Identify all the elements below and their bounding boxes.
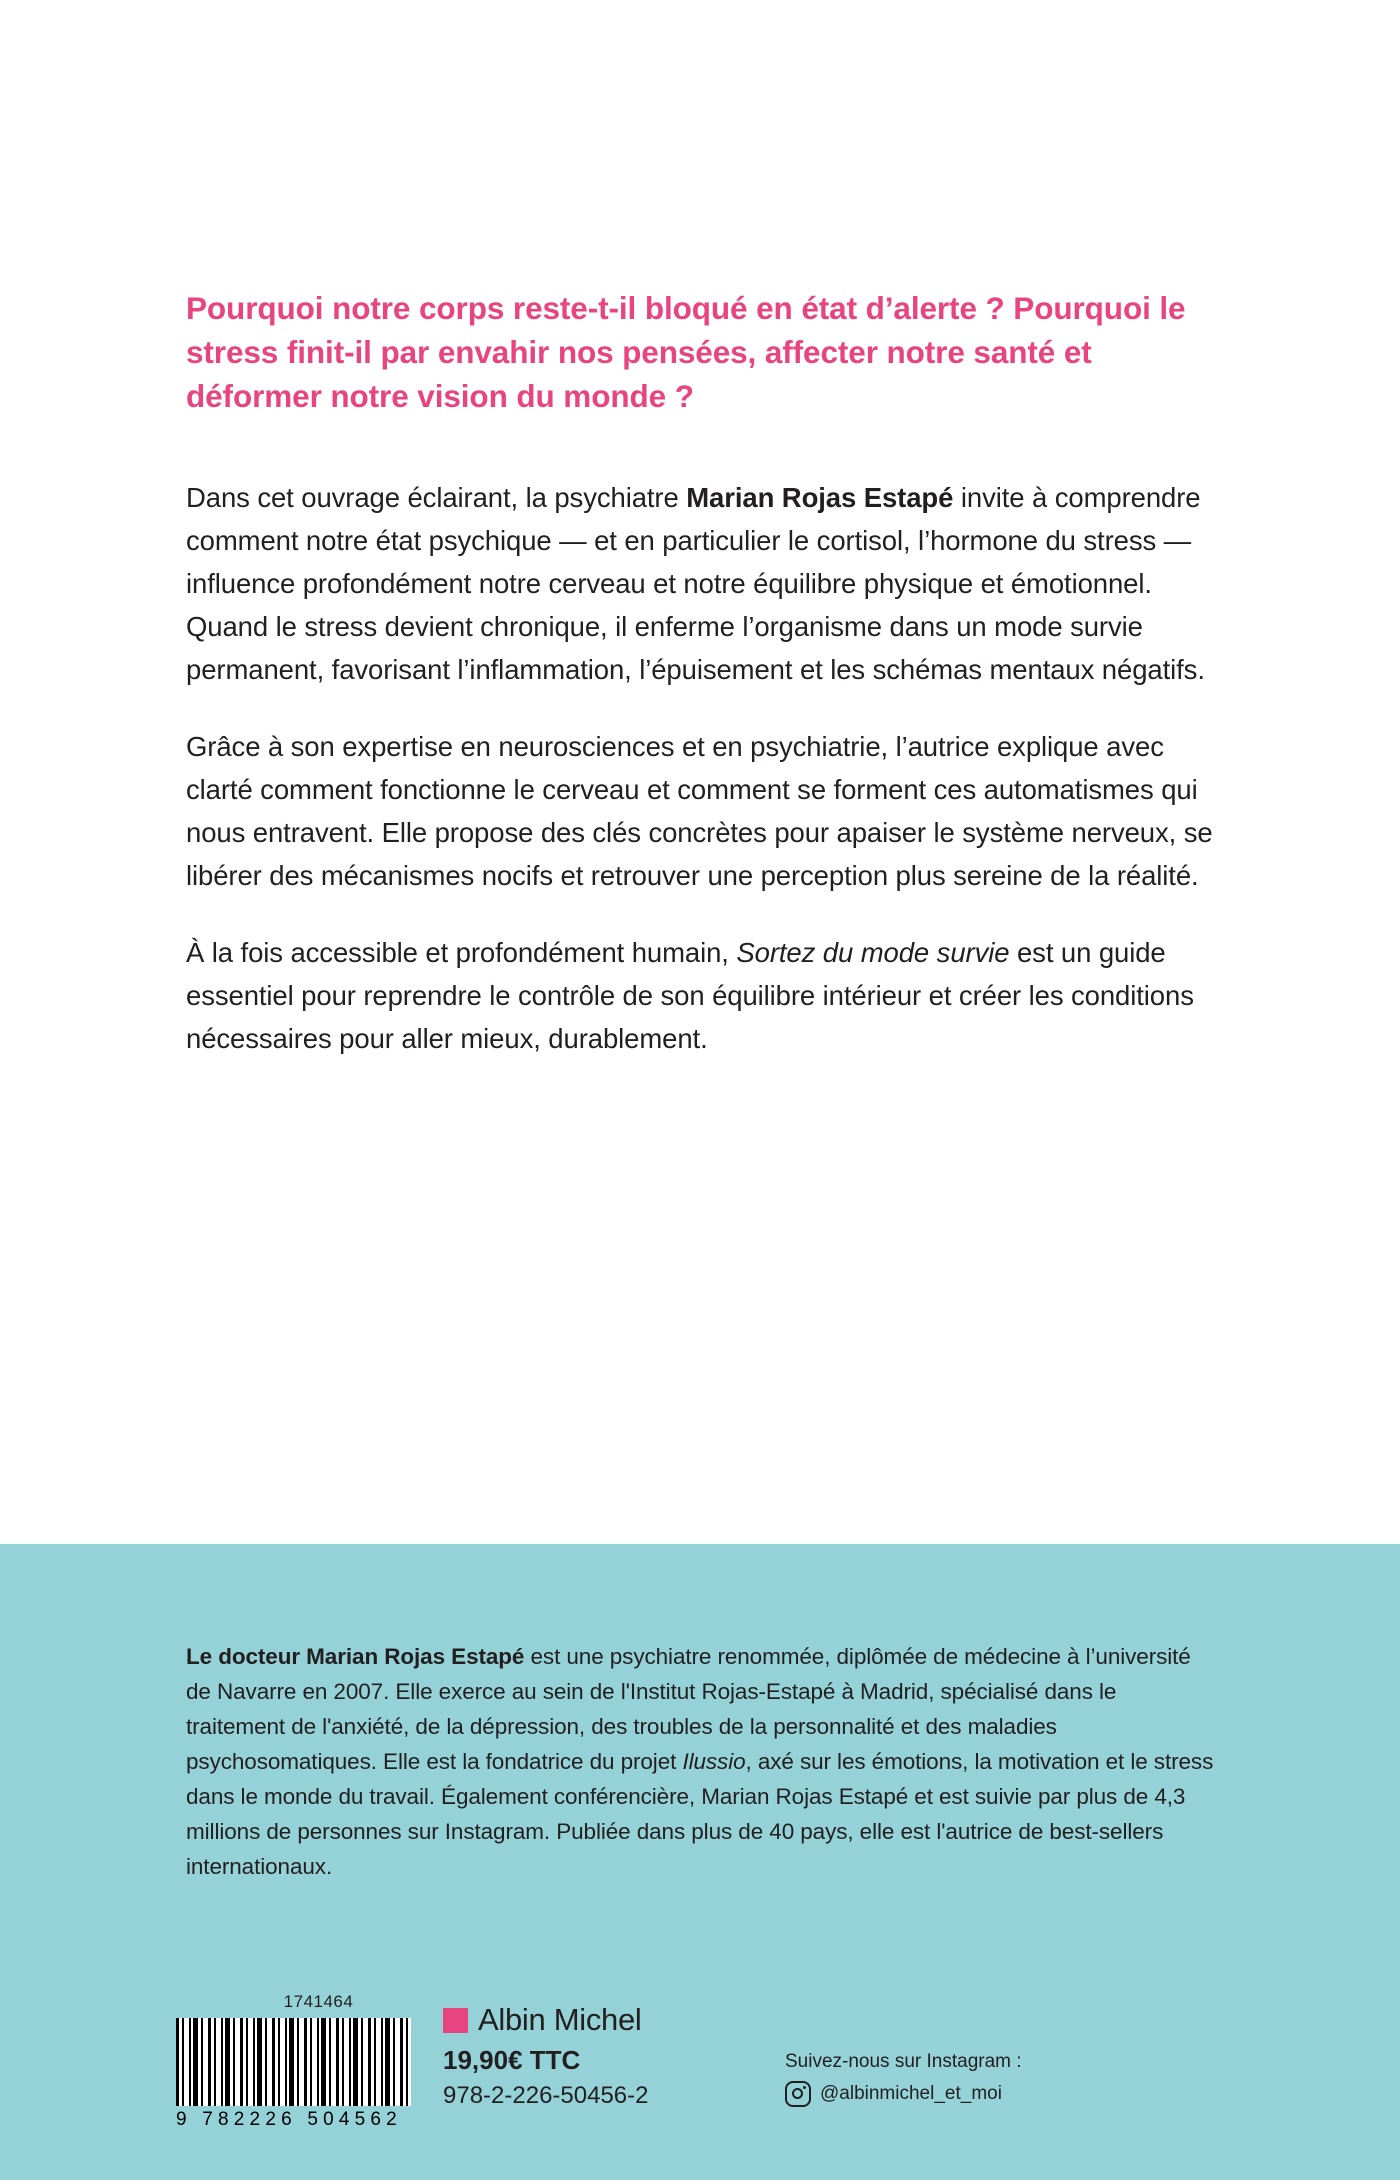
blurb-p3-text-a: À la fois accessible et profondément humain, — [186, 937, 737, 968]
isbn: 978-2-226-50456-2 — [443, 2082, 649, 2109]
instagram-handle-row[interactable] — [785, 2081, 1022, 2107]
publisher-logo — [443, 2002, 649, 2038]
publisher-name: Albin Michel — [478, 2002, 642, 2037]
barcode-block — [176, 1992, 421, 2131]
blurb-p1-text-b: invite à comprendre comment notre état psychique — et en particulier le cortisol, l’hormone du stress — influence profondément notre cerveau et notre équilibre physique et émotionnel. Quand le stress devient chronique, il enferme l’organisme dans un mode survie permanent, favorisant l’inflammation, l’épuisement et les schémas mentaux négatifs. — [186, 482, 1205, 685]
price: 19,90€ TTC — [443, 2045, 581, 2075]
project-name: Ilussio — [682, 1749, 746, 1774]
barcode-reference-number: 1741464 — [283, 1992, 354, 2011]
publisher-square-icon — [443, 2008, 468, 2033]
barcode-digits: 9 782226 504562 — [176, 2109, 402, 2130]
bio-text-a: est une psychiatre renommée, diplômée de médecine à l’université de Navarre en 2007. Elle exerce au sein de l'Institut Rojas-Estapé à Madrid, spécialisé dans le traitement de l'anxiété, de la dépression, des troubles de la personnalité et des maladies psychosomatiques. Elle est la fondatrice du projet — [186, 1644, 1191, 1774]
blurb-paragraph-3 — [186, 897, 1215, 1060]
barcode-image — [176, 2018, 411, 2106]
book-title: Sortez du mode survie — [736, 937, 1010, 968]
author-name: Marian Rojas Estapé — [686, 482, 954, 513]
instagram-handle: @albinmichel_et_moi — [820, 2083, 1002, 2104]
publisher-block — [443, 2002, 649, 2110]
blurb-p3-text-b: est un guide essentiel pour reprendre le contrôle de son équilibre intérieur et créer les conditions nécessaires pour aller mieux, durablement. — [186, 937, 1194, 1054]
instagram-block — [785, 2051, 1022, 2107]
instagram-icon — [785, 2081, 811, 2107]
bio-text-b: , axé sur les émotions, la motivation et le stress dans le monde du travail. Également conférencière, Marian Rojas Estapé et est suivie par plus de 4,3 millions de personnes sur Instagram. Publiée dans plus de 40 pays, elle est l'autrice de best-sellers internationaux. — [186, 1749, 1214, 1879]
blurb-paragraph-1 — [186, 418, 1215, 691]
blurb-p1-text-a: Dans cet ouvrage éclairant, la psychiatre — [186, 482, 687, 513]
instagram-label: Suivez-nous sur Instagram : — [785, 2051, 1022, 2072]
bio-lead: Le docteur Marian Rojas Estapé — [186, 1644, 525, 1669]
author-bio — [186, 1544, 1215, 1884]
footer — [0, 1980, 1400, 2180]
headline: Pourquoi notre corps reste-t-il bloqué en état d’alerte ? Pourquoi le stress finit-il par envahir nos pensées, affecter notre santé et déformer notre vision du monde ? — [186, 290, 1186, 414]
blurb-paragraph-2: Grâce à son expertise en neurosciences et en psychiatrie, l’autrice explique avec clarté comment fonctionne le cerveau et comment se forment ces automatismes qui nous entravent. Elle propose des clés concrètes pour apaiser le système nerveux, se libérer des mécanismes nocifs et retrouver une perception plus sereine de la réalité. — [186, 731, 1213, 891]
